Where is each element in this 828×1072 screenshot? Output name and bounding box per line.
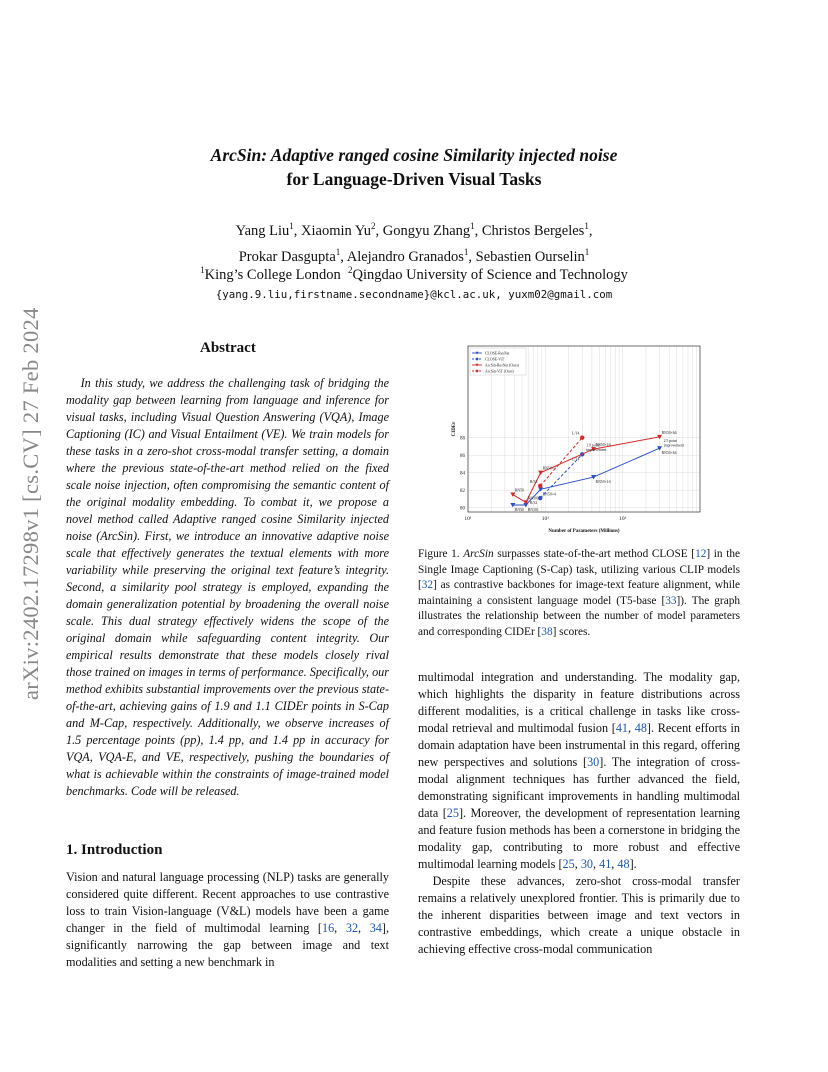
body-text: ].	[629, 857, 637, 871]
y-tick-label: 88	[460, 436, 465, 442]
legend-label: ArcSin-ResNet (Ours)	[485, 363, 520, 368]
author-name: Gongyu Zhang	[382, 222, 471, 239]
y-tick-label: 86	[460, 454, 465, 460]
point-label: RN101	[527, 508, 539, 513]
legend-label: ArcSin-ViT (Ours)	[485, 369, 514, 374]
author-line-2: Prokar Dasgupta$^1$, Alejandro Granados$^1$, Sebastien Ourselin$^1$	[238, 246, 590, 265]
citation-link[interactable]: 12	[695, 548, 707, 560]
caption-text: ] in the Single Image Captioning (S-Cap) task, utilizing various CLIP models [	[418, 548, 741, 592]
author-line-1: Yang Liu$^1$, Xiaomin Yu$^2$, Gongyu Zhang$^1$, Christos Bergeles$^1$,	[235, 221, 593, 239]
title-line-1: ArcSin: Adaptive ranged cosine Similarity injected noise	[210, 145, 618, 165]
author-name: Xiaomin Yu	[301, 222, 371, 239]
x-tick-label: 10¹	[464, 516, 472, 522]
citation-link[interactable]: 25	[562, 857, 575, 871]
citation-link[interactable]: 38	[541, 625, 553, 638]
body-paragraph	[418, 669, 740, 873]
point-label: L/14	[572, 457, 580, 462]
body-text: ]. Moreover, the development of representation learning and feature fusion methods has been a cornerstone in bridging the modality gap, contributing to more robust and effective multimodal learning models [	[418, 806, 741, 871]
body-text: ]. The integration of cross-modal alignment techniques has further advanced the field, demonstrating significant improvements in handling multimodal data [	[418, 755, 741, 820]
affil-sup: 1	[200, 265, 205, 275]
intro-paragraph	[66, 869, 389, 971]
annotation-text: 1.9 point	[586, 443, 600, 448]
caption-text: surpasses state-of-the-art method CLOSE [	[493, 548, 696, 560]
annotation-text: 2.5 point	[663, 439, 678, 444]
point-label: RN50×64	[661, 451, 677, 456]
citation-link[interactable]: 33	[665, 594, 677, 607]
author-sup: 1	[470, 221, 475, 231]
citation-link[interactable]: 41	[615, 721, 628, 735]
affiliations	[0, 265, 828, 284]
intro-text: ], significantly narrowing the gap between image and text modalities and setting a new benchmark in	[66, 921, 389, 969]
citation-link[interactable]: 48	[634, 721, 647, 735]
citation-link[interactable]: 41	[599, 857, 612, 871]
author-sup: 2	[370, 221, 376, 231]
figure-1-chart	[450, 340, 710, 535]
citation-link[interactable]: 32	[345, 921, 359, 935]
legend-marker	[476, 358, 479, 361]
author-emails: {yang.9.liu,firstname.secondname}@kcl.ac.uk, yuxm02@gmail.com	[215, 288, 613, 301]
author-sup: 1	[335, 246, 341, 257]
author-sup: 1	[584, 221, 589, 231]
citation-sep: ,	[611, 857, 618, 871]
point-label: RN50×4	[542, 466, 556, 471]
citation-link[interactable]: 30	[580, 857, 593, 871]
y-axis-label: CIDEr	[452, 421, 457, 437]
citation-link[interactable]: 34	[369, 921, 382, 935]
abstract-heading: Abstract	[200, 340, 256, 356]
point-label: RN101	[527, 496, 539, 501]
author-name: Alejandro Granados	[346, 248, 464, 265]
point-label: RN50×4	[542, 492, 556, 497]
author-name: Sebastien Ourselin	[475, 248, 585, 265]
citation-link[interactable]: 30	[587, 755, 600, 769]
author-name: Prokar Dasgupta	[238, 248, 336, 265]
legend-label: CLOSE-ResNet	[485, 351, 510, 356]
point-label: B/32	[529, 479, 538, 484]
citation-link[interactable]: 25	[446, 806, 459, 820]
caption-label: Figure 1.	[418, 548, 460, 560]
point-label: L/14	[572, 431, 580, 436]
author-sup: 1	[289, 221, 294, 231]
citation-sep: ,	[574, 857, 581, 871]
point-label: RN50×16	[595, 443, 611, 448]
affil-sup: 2	[348, 265, 353, 275]
figure-1-caption	[418, 547, 740, 641]
data-point	[657, 446, 662, 450]
point-label: RN50×16	[595, 480, 611, 485]
citation-link[interactable]: 16	[321, 921, 335, 935]
data-point	[580, 436, 584, 440]
section-heading-introduction: 1. Introduction	[66, 842, 163, 858]
x-axis-label: Number of Parameters (Millions)	[548, 529, 620, 534]
citation-sep: ,	[628, 721, 635, 735]
data-point	[538, 484, 542, 488]
affiliation-1: King’s College London	[204, 266, 341, 283]
caption-text: ] scores.	[552, 625, 591, 638]
arxiv-stamp-text: arXiv:2402.17298v1 [cs.CV] 27 Feb 2024	[18, 307, 43, 700]
x-tick-label: 10²	[541, 516, 549, 522]
caption-text: ] as contrastive backbones for image-text feature alignment, while maintaining a consistent language model (T5-base [	[418, 579, 740, 607]
author-name: Christos Bergeles	[481, 222, 585, 239]
affiliation-2: Qingdao University of Science and Technology	[352, 266, 628, 283]
body-paragraph: Despite these advances, zero-shot cross-modal transfer remains a relatively unexplored frontier. This is primarily due to the inherent disparities between image and text vectors in contrastive embeddings, which create a unique obstacle in achieving effective cross-modal communication	[418, 874, 740, 956]
citation-link[interactable]: 32	[421, 579, 434, 592]
annotation-text: improvement	[586, 447, 607, 452]
point-label: RN50	[514, 508, 524, 513]
legend-marker	[476, 370, 479, 373]
y-tick-label: 80	[460, 506, 465, 512]
author-sup: 1	[584, 246, 590, 257]
citation-link[interactable]: 48	[617, 857, 630, 871]
point-label: B/32	[529, 501, 538, 506]
body-text: multimodal integration and understanding. The modality gap, which highlights the disparity in feature distributions across different modalities, is a critical challenge in tasks like cross-modal retrieval and multimodal fusion [	[418, 670, 740, 735]
paper-title	[0, 143, 828, 191]
citation-sep: ,	[593, 857, 600, 871]
body-text: ]. Recent efforts in domain adaptation have been instrumental in this regard, offering new perspectives and solutions [	[418, 721, 740, 769]
caption-method-name: ArcSin	[463, 548, 494, 560]
title-line-2: for Language-Driven Visual Tasks	[286, 169, 542, 189]
point-label: RN50×64	[661, 430, 677, 435]
y-tick-label: 82	[460, 489, 465, 495]
point-label: RN50	[514, 488, 524, 493]
y-tick-label: 84	[460, 471, 465, 477]
series-line	[540, 438, 582, 486]
abstract-text: In this study, we address the challenging task of bridging the modality gap between learning from language and inference for visual tasks, including Visual Question Answering (VQA), Image Captioning (IC) and Visual Entailment (VE). We train models for these tasks in a zero-shot cross-modal transfer setting, a domain where the previous state-of-the-art method relied on the fixed scale noise injection, often compromising the semantic content of the original modality embedding. To combat it, we propose a novel method called Adaptive ranged cosine Similarity injected noise (ArcSin). First, we introduce an innovative adaptive noise scale that effectively generates the textual elements with more variability while preserving the original text feature’s integrity. Second, a similarity pool strategy is employed, expanding the domain generalization potential by broadening the overall noise scale. This dual strategy effectively widens the scope of the original domain while safeguarding content integrity. Our empirical results demonstrate that these models closely rival those trained on images in terms of performance. Specifically, our method exhibits substantial improvements over the previous state-of-the-art, achieving gains of 1.9 and 1.1 CIDEr points in S-Cap and M-Cap, respectively. Additionally, we observe increases of 1.5 percentage points (pp), 1.4 pp, and 1.4 pp in accuracy for VQA, VQA-E, and VE, respectively, pushing the boundaries of what is achievable within the constraints of image-trained model benchmarks. Code will be released.	[66, 376, 389, 798]
caption-text: ]). The graph illustrates the relationship between the number of model parameters and corresponding CIDEr [	[418, 594, 741, 638]
author-sup: 1	[463, 246, 469, 257]
x-tick-label: 10³	[619, 516, 627, 522]
legend-label: CLOSE-ViT	[485, 357, 505, 362]
annotation-text: improvement	[663, 443, 684, 448]
citation-sep: ,	[334, 921, 346, 935]
author-name: Yang Liu	[235, 222, 290, 239]
citation-sep: ,	[358, 921, 370, 935]
right-column-body	[418, 669, 740, 958]
intro-text: Vision and natural language processing (NLP) tasks are generally considered quite different. Recent approaches to use contrastive loss to train Vision-language (V&L) models have been a game changer in the field of multimodal learning [	[66, 870, 389, 935]
author-list	[0, 216, 828, 268]
